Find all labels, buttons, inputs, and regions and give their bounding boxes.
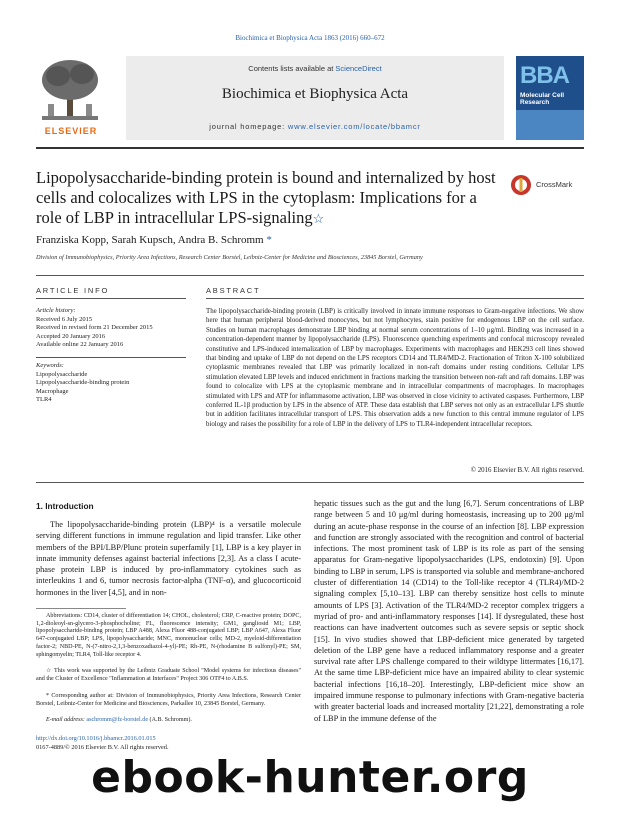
front-matter-divider	[36, 275, 584, 276]
journal-citation[interactable]: Biochimica et Biophysica Acta 1863 (2016) 660–672	[235, 34, 385, 42]
funding-footnote: ☆ This work was supported by the Leibniz Graduate School "Model systems for infectious diseases" and the Cluster of Excellence "Inflammation at Interfaces" Project 306 OTF4 to A.B.S.	[36, 668, 301, 682]
abstract-copyright: © 2016 Elsevier B.V. All rights reserved.	[470, 467, 584, 474]
journal-homepage	[126, 122, 504, 131]
watermark-text: ebook-hunter.org	[91, 752, 529, 803]
masthead-divider	[36, 147, 584, 149]
crossmark-badge[interactable]	[510, 174, 590, 198]
footnote-rule	[36, 608, 126, 609]
contents-available	[126, 64, 504, 73]
author-affiliation: Division of Immunobiophysics, Priority Area Infections, Research Center Borstel, Leibniz-Center for Medicine and Biosciences, 23845 Borstel, Germany	[36, 254, 423, 261]
crossmark-label: CrossMark	[536, 180, 573, 189]
cover-band	[516, 110, 584, 140]
elsevier-tree-logo	[36, 56, 104, 140]
article-history	[36, 307, 186, 350]
contents-prefix: Contents lists available at	[248, 64, 336, 73]
corresponding-author-mark[interactable]: *	[263, 234, 272, 246]
article-title	[36, 168, 496, 229]
cover-subtitle: Molecular Cell Research	[520, 92, 565, 106]
abbreviations-footnote: Abbreviations: CD14, cluster of differentiation 14; CHOL, cholesterol; CRP, C-reactive protein; DOPC, 1,2-dioleoyl-sn-glycero-3-phosphocholine; FL, fluorescence intensity; GM1, gangliosid M1; LBP, lipopolysaccharide-binding protein; LBP A488, Alexa Fluor 488-conjugated LBP; LBP A647, Alexa Fluor 647-conjugated LBP; LPS, lipopolysaccharide; MNC, mononuclear cells; MD-2, myeloid-differentiation factor-2; NBD-PE, N-(7-nitro-2,1,3-benzoxadiazol-4-yl)-PE; Rh-PE, N-(rhodamine B sulfonyl)-PE; SM, sphingomyelin; TLR4, Toll-like receptor 4.	[36, 613, 301, 658]
info-divider	[36, 357, 186, 358]
history-revised: Received in revised form 21 December 2015	[36, 324, 153, 331]
journal-cover-image	[516, 56, 584, 140]
email-link[interactable]: aschromm@fz-borstel.de	[86, 717, 149, 723]
keywords-heading: Keywords:	[36, 362, 64, 369]
intro-paragraph-left: The lipopolysaccharide-binding protein (LBP)⁴ is a versatile molecule serving different functions in immune regulation and lipid transfer. Like other members of the BPI/LBP/Plunc protein superfamily [1], LBP is a key player in innate immunity defenses against bacterial infections [2,3]. As a class I acute-phase protein LBP is induced by pro-inflammatory cytokines such as interleukins 1 and 6, tumor necrosis factor-alpha (TNF-α), and glucocorticoid hormones in the liver [4,5], and in non-	[36, 520, 301, 597]
issn-line: 0167-4889/© 2016 Elsevier B.V. All rights reserved.	[36, 744, 169, 751]
keywords	[36, 362, 186, 405]
title-footnote-mark[interactable]: ☆	[312, 211, 325, 226]
sciencedirect-link[interactable]: ScienceDirect	[335, 64, 382, 73]
crossmark-icon	[510, 174, 532, 196]
homepage-prefix: journal homepage:	[209, 122, 288, 131]
article-info-rule	[36, 298, 186, 299]
keyword: Lipopolysaccharide	[36, 370, 88, 378]
masthead-center	[126, 56, 504, 140]
keyword: Lipopolysaccharide-binding protein	[36, 379, 130, 386]
author-list	[36, 234, 272, 246]
intro-paragraph-right: hepatic tissues such as the gut and the lung [6,7]. Serum concentrations of LBP range between 5 and 10 μg/ml during homeostasis, increasing up to 200 μg/ml during an acute-phase response in the course of an infection [8]. LBP expression and function are strongly associated with the recognition and control of bacterial infections. The most prominent task of LBP is its role as part of the sensing apparatus for Gram-negative lipopolysaccharides (LPS, endotoxin) [9]. Upon binding to LBP in serum, LPS is transported via soluble and membrane-anchored cluster of differentiation 14 (CD14) to the Toll-like receptor 4 (TLR4)/MD-2 signaling complex [5,10–13]. LBP can thereby sensitize host cells to minute amounts of LPS [3]. Activation of the TLR4/MD-2 receptor complex triggers a myriad of pro- and anti-inflammatory responses [14]. If dysregulated, these host reactions can have inadvertent outcomes such as severe sepsis or septic shock [15]. In vivo studies showed that LBP-deficient mice generated by targeted deletion of the LBP gene have a reduced inflammatory response and a greater survival rate after LPS challenge compared to their wildtype littermates [16,17]. At the same time LBP-deficient mice have an impaired ability to clear systemic bacterial infections [16,18–20]. Interestingly, LBP-deficient mice show an impaired immune response to pulmonary infections with Gram-negative bacteria with greater bacterial loads and increased mortality [21,22], demonstrating a role of LBP in the immune defense of the	[314, 499, 584, 723]
abstract-rule	[206, 298, 584, 299]
history-heading: Article history:	[36, 307, 76, 314]
email-label: E-mail address:	[46, 717, 87, 723]
abstract-end-divider	[36, 482, 584, 483]
journal-masthead	[36, 56, 584, 140]
abstract-heading: ABSTRACT	[206, 286, 261, 295]
journal-name: Biochimica et Biophysica Acta	[221, 86, 409, 102]
homepage-link[interactable]: www.elsevier.com/locate/bbamcr	[287, 122, 421, 131]
email-footnote	[36, 717, 301, 725]
section-heading-introduction: 1. Introduction	[36, 501, 94, 511]
history-accepted: Accepted 20 January 2016	[36, 332, 106, 340]
keyword: Macrophage	[36, 387, 69, 395]
cover-title: BBA	[520, 62, 569, 89]
abstract-text: The lipopolysaccharide-binding protein (LBP) is critically involved in innate immune responses to Gram-negative infections. We show here that human peripheral blood-derived monocytes, but not lymphocytes, stain positive for endogenous LBP on the cell surface. Studies on human macrophages demonstrate LBP binding at normal serum concentrations of 1–10 μg/ml. Binding was increased in a concentration-dependent manner by lipopolysaccharide (LPS). Fluorescence quenching experiments and confocal microscopy revealed constitutive and LPS-induced internalization of LBP by macrophages. Experiments with macrophages and HEK293 cell lines showed that binding and uptake of LBP do not depend on the LPS receptors CD14 and TLR4/MD-2. Fractionation of Triton X-100 solubilized cytoplasmic membranes revealed that LBP was primarily localized in non-raft domains under resting conditions. Cellular LPS stimulation elevated LBP levels and induced enrichment in fractions marking the transition between non-raft and raft domains. LBP was found to colocalize with LPS at the cytoplasmic membrane and in intracellular compartments of macrophages. In macrophages stimulated with LPS and ATP for inflammasome activation, LBP was observed in close vicinity to activated caspases. Furthermore, LBP conferred IL-1β production by LPS in the absence of ATP. These data establish that LBP serves not only as an extracellular LPS shuttle but in addition facilitates intracellular transport of LPS. This observation adds a new function to this central immune regulator of LPS biology and raises the possibility for a role of LBP in the delivery of LPS to TLR4-independent intracellular receptors.	[206, 308, 584, 428]
author-names: Franziska Kopp, Sarah Kupsch, Andra B. Schromm	[36, 234, 264, 246]
doi-link[interactable]: http://dx.doi.org/10.1016/j.bbamcr.2016.01.015	[36, 735, 156, 742]
history-online: Available online 22 January 2016	[36, 341, 124, 348]
article-info-heading: ARTICLE INFO	[36, 286, 110, 295]
article-title-text: Lipopolysaccharide-binding protein is bound and internalized by host cells and colocalizes with LPS in the cytoplasm: Implications for a role of LBP in intracellular LPS-signaling	[36, 168, 496, 227]
publisher-wordmark: ELSEVIER	[44, 126, 98, 136]
email-owner: (A.B. Schromm).	[148, 717, 192, 723]
corresponding-footnote: * Corresponding author at: Division of Immunobiophysics, Priority Area Infections, Research Center Borstel, Leibniz-Center for Medicine and Biosciences, Parkallee 10, 23845 Borstel, Germany.	[36, 693, 301, 707]
keyword: TLR4	[36, 396, 52, 403]
history-received: Received 6 July 2015	[36, 315, 93, 323]
